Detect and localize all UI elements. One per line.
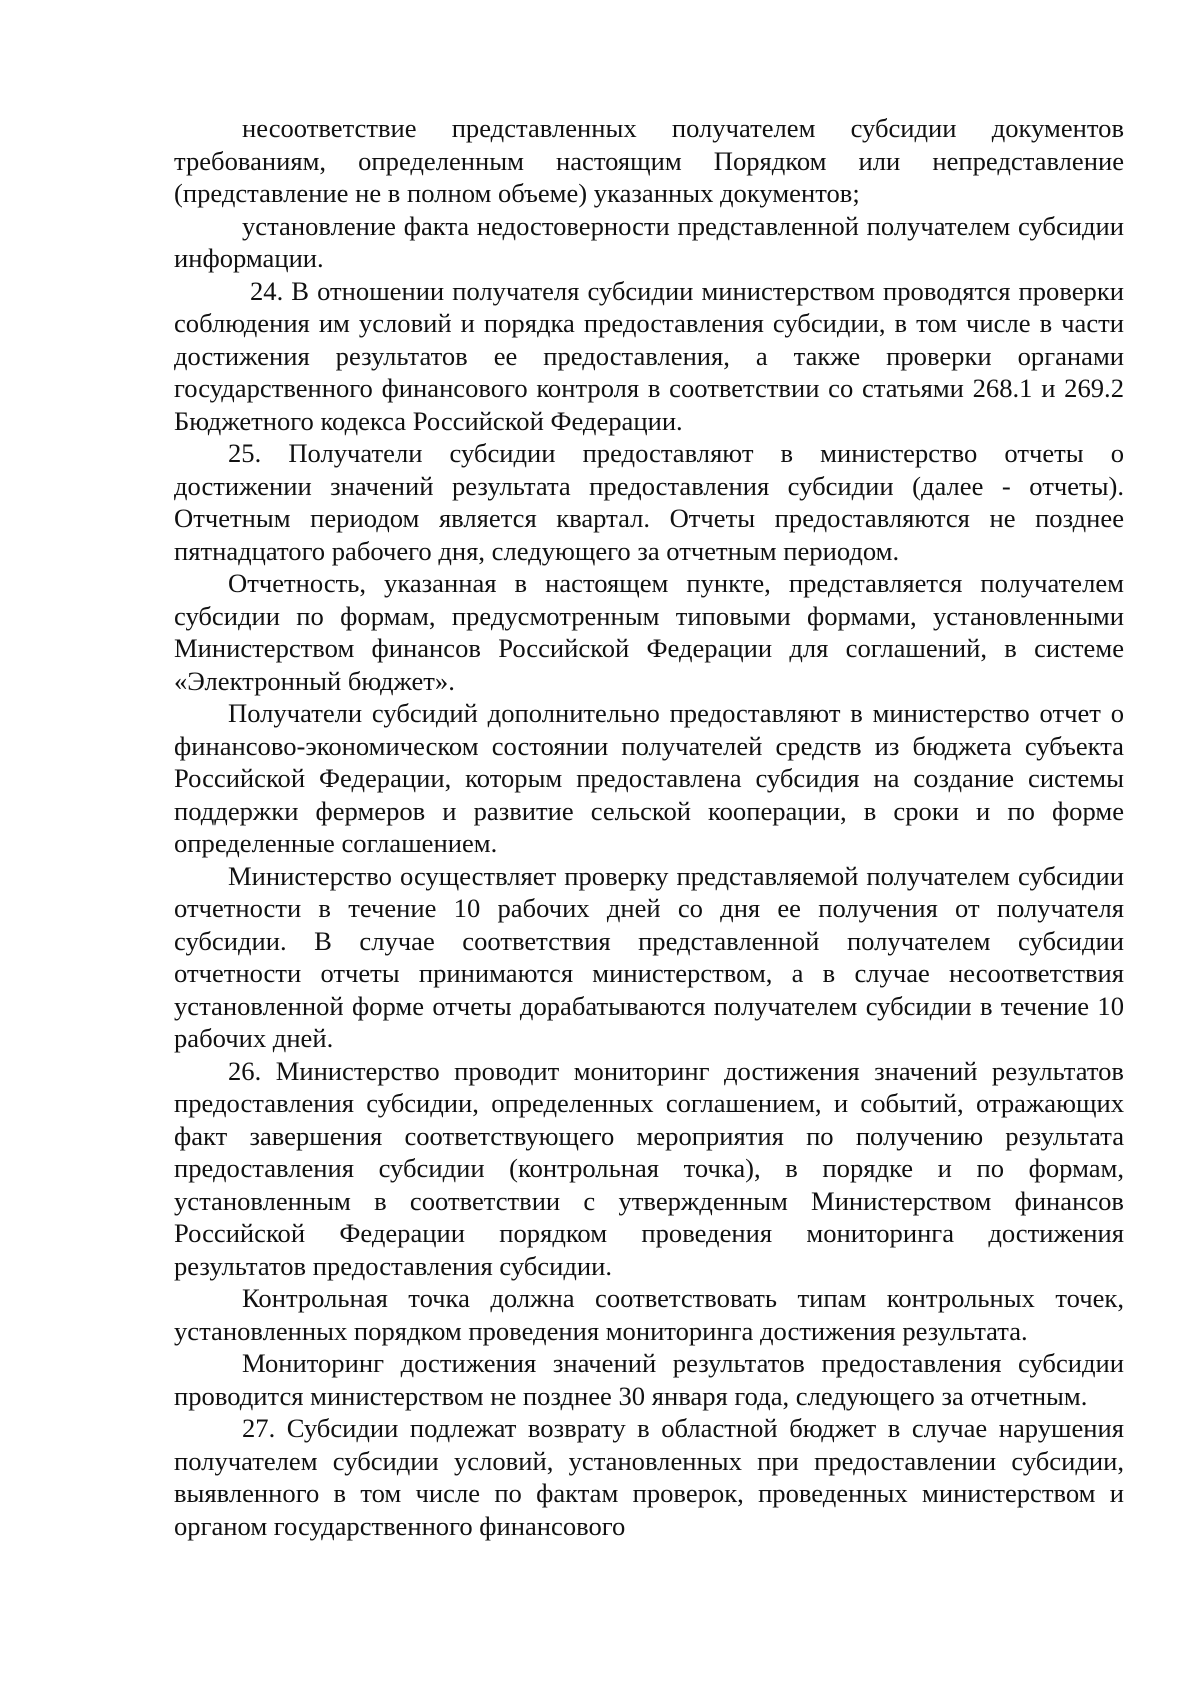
paragraph-reporting-forms: Отчетность, указанная в настоящем пункте, представляется получателем субсидии по формам, предусмотренным типовыми формами, установленными Министерством финансов Российской Федерации для соглашений, в системе «Электронный бюджет». (174, 568, 1124, 696)
paragraph-27: 27. Субсидии подлежат возврату в областной бюджет в случае нарушения получателем субсидии условий, установленных при предоставлении субсидии, выявленного в том числе по фактам проверок, проведенных министерством и органом государственного финансового (174, 1413, 1124, 1541)
paragraph-control-point: Контрольная точка должна соответствовать типам контрольных точек, установленных порядком проведения мониторинга достижения результата. (174, 1283, 1124, 1346)
paragraph-monitoring-deadline: Мониторинг достижения значений результатов предоставления субсидии проводится министерством не позднее 30 января года, следующего за отчетным. (174, 1348, 1124, 1411)
paragraph-26: 26. Министерство проводит мониторинг достижения значений результатов предоставления субсидии, определенных соглашением, и событий, отражающих факт завершения соответствующего мероприятия по получению результата предоставления субсидии (контрольная точка), в порядке и по формам, установленным в соответствии с утвержденным Министерством финансов Российской Федерации порядком проведения мониторинга достижения результатов предоставления субсидии. (174, 1055, 1124, 1281)
paragraph-24: 24. В отношении получателя субсидии министерством проводятся проверки соблюдения им условий и порядка предоставления субсидии, в том числе в части достижения результатов ее предоставления, а также проверки органами государственного финансового контроля в соответствии со статьями 268.1 и 269.2 Бюджетного кодекса Российской Федерации. (174, 275, 1124, 436)
paragraph-report-check: Министерство осуществляет проверку представляемой получателем субсидии отчетности в течение 10 рабочих дней со дня ее получения от получателя субсидии. В случае соответствия представленной получателем субсидии отчетности отчеты принимаются министерством, а в случае несоответствия установленной форме отчеты дорабатываются получателем субсидии в течение 10 рабочих дней. (174, 860, 1124, 1053)
paragraph-25: 25. Получатели субсидии предоставляют в министерство отчеты о достижении значений результата предоставления субсидии (далее - отчеты). Отчетным периодом является квартал. Отчеты предоставляются не позднее пятнадцатого рабочего дня, следующего за отчетным периодом. (174, 438, 1124, 566)
paragraph-noncompliance: несоответствие представленных получателем субсидии документов требованиям, определенным настоящим Порядком или непредставление (представление не в полном объеме) указанных документов; (174, 113, 1124, 208)
paragraph-financial-report: Получатели субсидий дополнительно предоставляют в министерство отчет о финансово-экономическом состоянии получателей средств из бюджета субъекта Российской Федерации, которым предоставлена субсидия на создание системы поддержки фермеров и развитие сельской кооперации, в сроки и по форме определенные соглашением. (174, 698, 1124, 858)
paragraph-unreliable-info: установление факта недостоверности представленной получателем субсидии информации. (174, 210, 1124, 273)
document-page (174, 112, 1124, 1542)
